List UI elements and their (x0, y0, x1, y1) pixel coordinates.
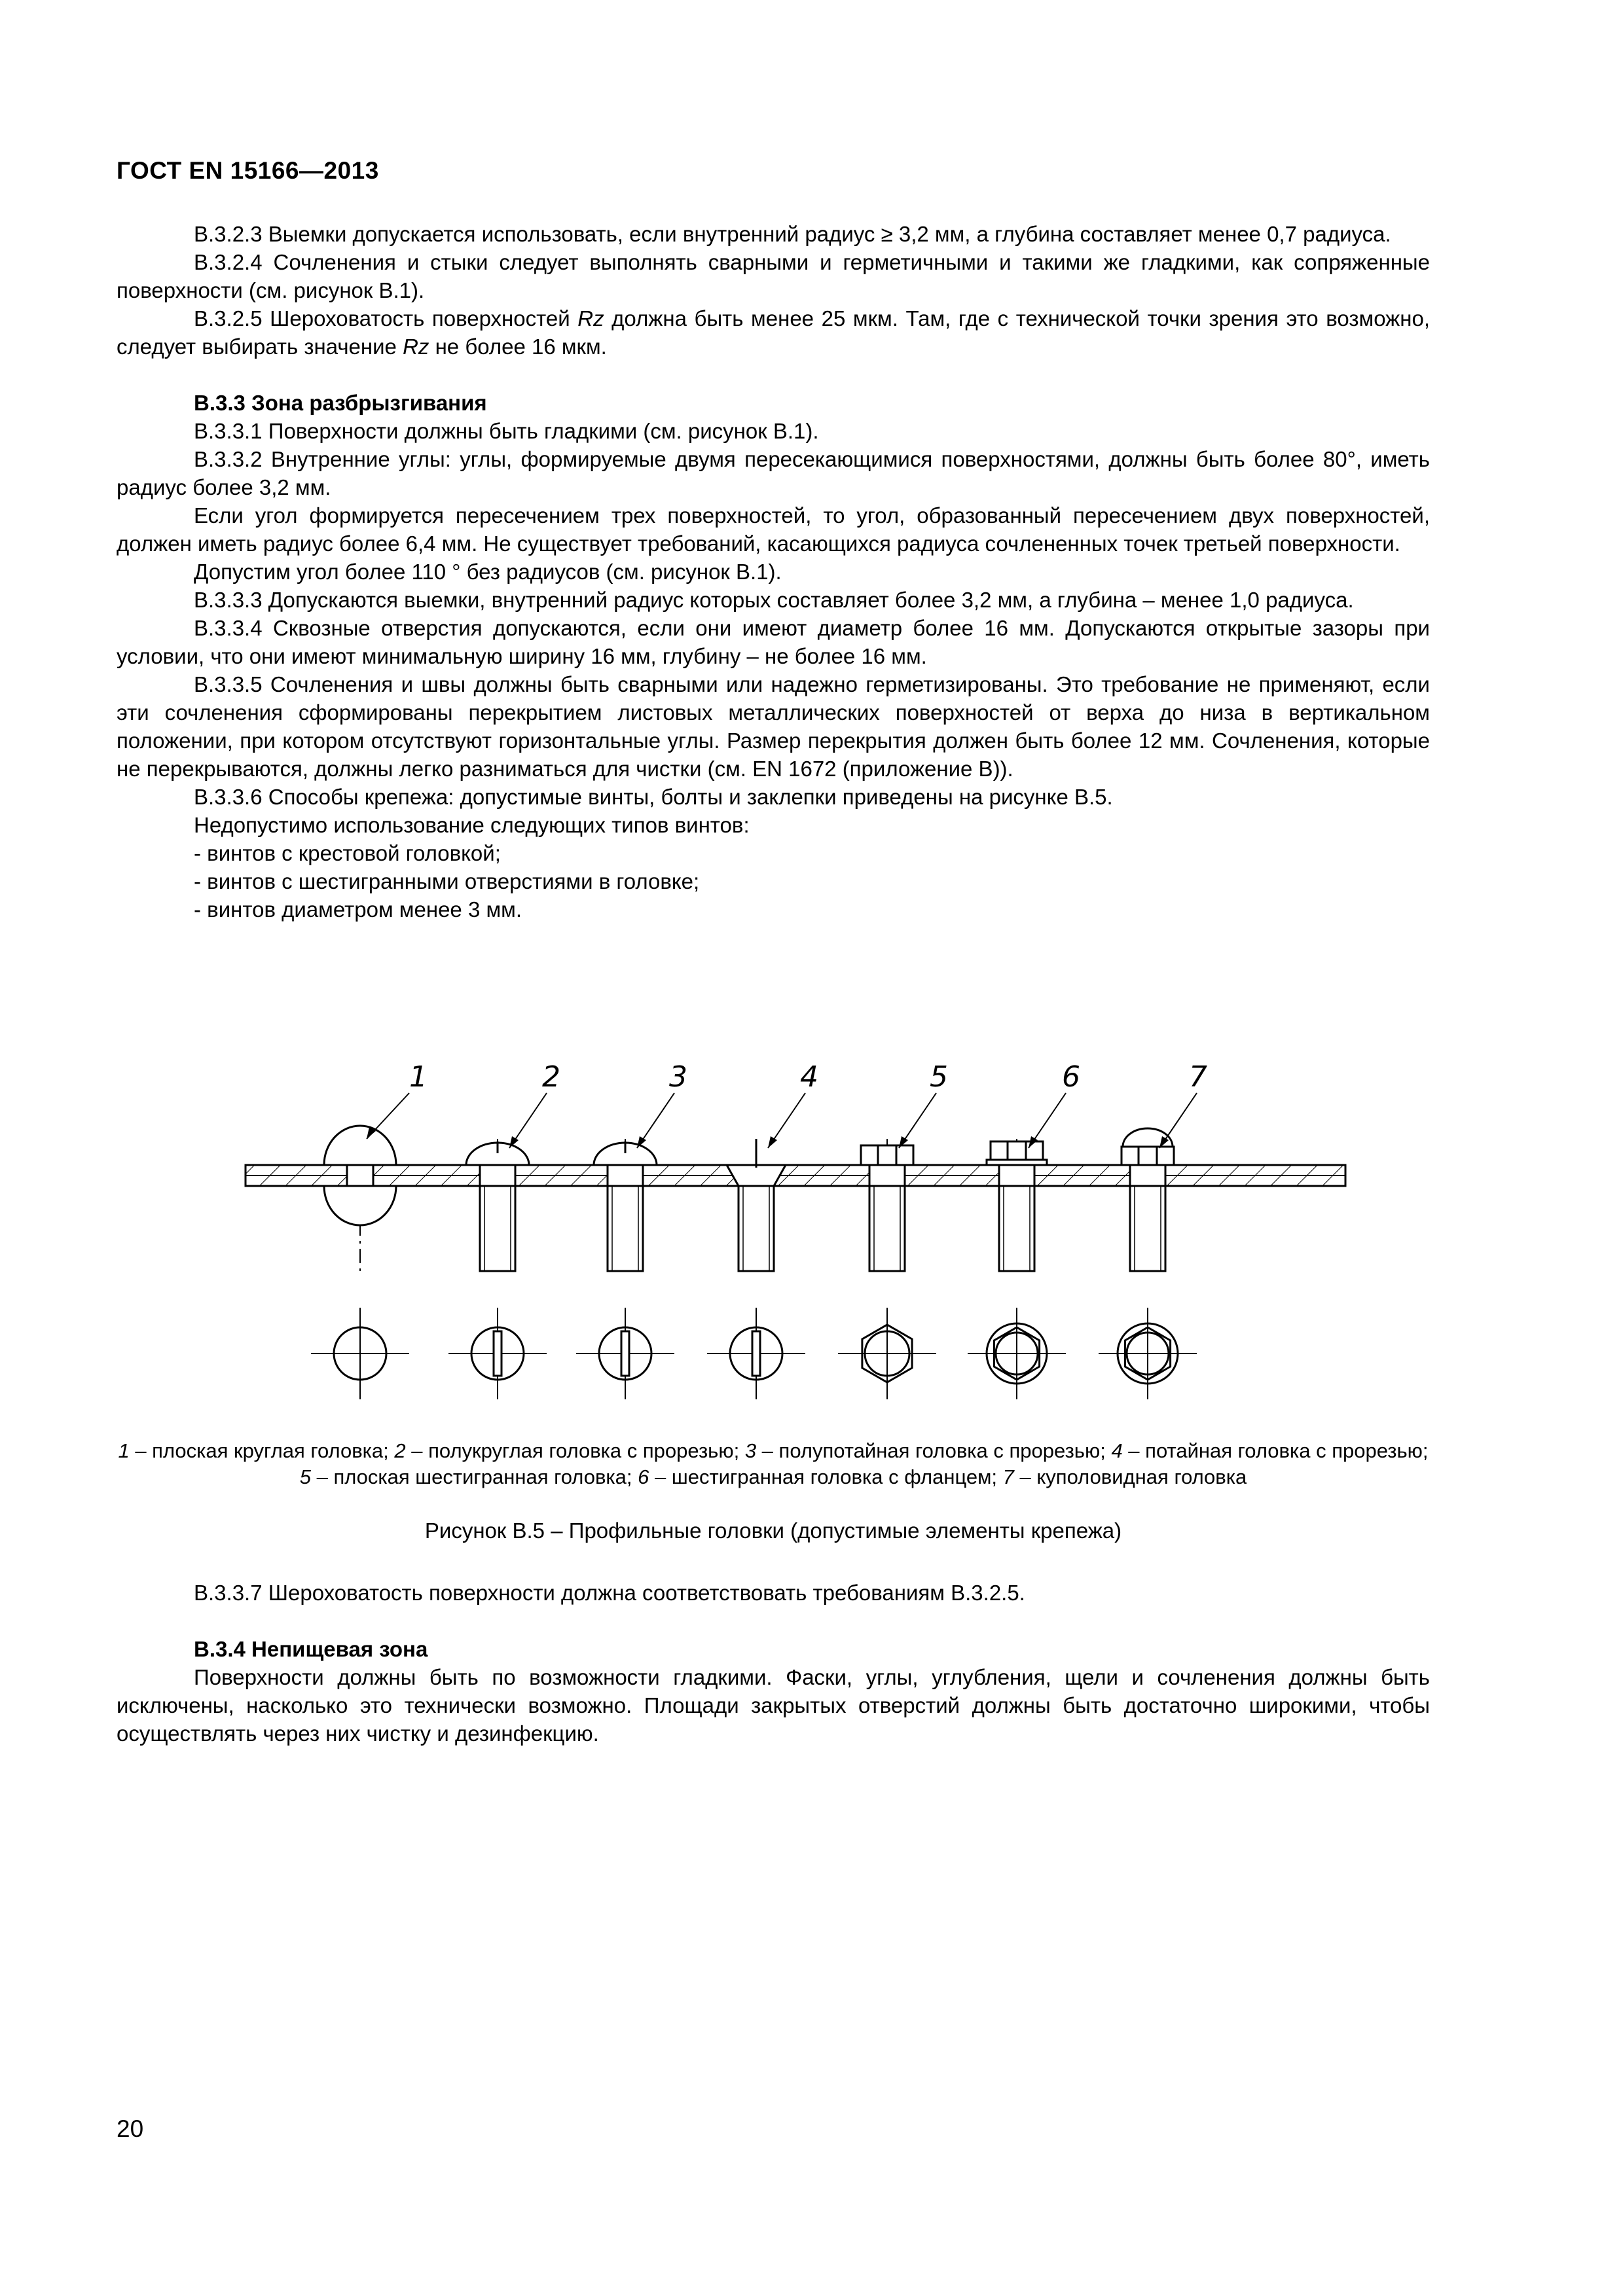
spacer (117, 1607, 1430, 1635)
screw-shank (999, 1186, 1034, 1271)
screw-shank (480, 1186, 515, 1271)
rivet-head-bottom (324, 1186, 396, 1225)
legend-text: – полупотайная головка с прорезью; (756, 1439, 1112, 1462)
screw-shank-in-plate (480, 1165, 515, 1186)
fastener-3 (576, 1093, 674, 1399)
legend-text: – плоская шестигранная головка; (310, 1465, 638, 1488)
paragraph-b333: В.3.3.3 Допускаются выемки, внутренний радиус которых составляет более 3,2 мм, а глубина – менее 1,0 радиуса. (194, 588, 1354, 612)
leader-arrow (768, 1136, 777, 1148)
legend-num: 1 (118, 1439, 130, 1462)
figure-caption: Рисунок В.5 – Профильные головки (допустимые элементы крепежа) (424, 1518, 1122, 1543)
sheet-plate (246, 1165, 1345, 1186)
legend-entry (300, 1465, 638, 1488)
legend-num: 2 (394, 1439, 406, 1462)
fasteners (311, 1093, 1197, 1399)
page-number: 20 (117, 2115, 144, 2142)
callout-labels (409, 1060, 1207, 1094)
rivet-shank (347, 1165, 373, 1186)
paragraph-b332: В.3.3.2 Внутренние углы: углы, формируемые двумя пересекающимися поверхностями, должны быть более 80°, иметь радиус более 3,2 мм. (117, 447, 1430, 499)
fastener-heads-figure (236, 1054, 1362, 1420)
text-span: В.3.2.5 Шероховатость поверхностей (194, 306, 578, 331)
screw-shank (608, 1186, 643, 1271)
callout-5: 5 (930, 1060, 948, 1094)
rz-symbol: Rz (403, 334, 429, 359)
callout-1: 1 (409, 1060, 428, 1094)
fastener-2 (448, 1093, 547, 1399)
screw-shank-in-plate (869, 1165, 905, 1186)
paragraph-b337: В.3.3.7 Шероховатость поверхности должна соответствовать требованиям В.3.2.5. (194, 1581, 1025, 1605)
callout-4: 4 (800, 1060, 818, 1094)
paragraph-b336: В.3.3.6 Способы крепежа: допустимые винты, болты и заклепки приведены на рисунке В.5. (194, 785, 1113, 809)
slot-top (752, 1331, 760, 1376)
screw-shank-in-plate (608, 1165, 643, 1186)
paragraph-three-surfaces: Если угол формируется пересечением трех поверхностей, то угол, образованный пересечением двух поверхностей, должен иметь радиус более 6,4 мм. Не существует требований, касающихся радиуса сочлененных точек третьей поверхности. (117, 503, 1430, 556)
rivet-head-top (324, 1126, 396, 1165)
paragraph-b335: В.3.3.5 Сочленения и швы должны быть сварными или надежно герметизированы. Это требование не применяют, если эти сочленения сформированы перекрытием листовых металлических поверхностей от верха до низа в вертикальном положении, при котором отсутствуют горизонтальные углы. Размер перекрытия должен быть более 12 мм. Сочленения, которые не перекрываются, должны легко разниматься для чистки (см. EN 1672 (приложение В)). (117, 672, 1430, 781)
hex-head (991, 1141, 1043, 1160)
screw-shank-in-plate (999, 1165, 1034, 1186)
legend-entry (394, 1439, 744, 1462)
screw-shank (1130, 1186, 1165, 1271)
fastener-4 (707, 1093, 805, 1399)
legend-entry (1111, 1439, 1428, 1462)
spacer (117, 361, 1430, 389)
paragraph-b34: Поверхности должны быть по возможности гладкими. Фаски, углы, углубления, щели и сочленения должны быть исключены, насколько это технически возможно. Площади закрытых отверстий должны быть достаточно широкими, чтобы осуществлять через них чистку и дезинфекцию. (117, 1665, 1430, 1746)
legend-num: 5 (299, 1465, 311, 1488)
text-span: не более 16 мкм. (429, 334, 607, 359)
legend-entry (638, 1465, 1003, 1488)
legend-text: – потайная головка с прорезью; (1122, 1439, 1429, 1462)
legend-text: – плоская круглая головка; (129, 1439, 395, 1462)
screw-shank (869, 1186, 905, 1271)
text-block-upper (117, 220, 1430, 924)
callout-6: 6 (1062, 1060, 1080, 1094)
rz-symbol: Rz (577, 306, 604, 331)
legend-text: – шестигранная головка с фланцем; (649, 1465, 1003, 1488)
paragraph-b323: В.3.2.3 Выемки допускается использовать, если внутренний радиус ≥ 3,2 мм, а глубина составляет менее 0,7 радиуса. (194, 222, 1391, 246)
legend-entry (118, 1439, 394, 1462)
legend-num: 3 (744, 1439, 757, 1462)
legend-text: – полукруглая головка с прорезью; (405, 1439, 745, 1462)
legend-text: – куполовидная головка (1013, 1465, 1247, 1488)
list-item: - винтов с крестовой головкой; (194, 841, 501, 865)
dome-head (1123, 1128, 1173, 1147)
figure-legend (117, 1438, 1430, 1490)
list-item: - винтов с шестигранными отверстиями в головке; (194, 869, 700, 893)
callout-2: 2 (542, 1060, 560, 1094)
text-block-lower (117, 1579, 1430, 1748)
fastener-6 (968, 1093, 1066, 1399)
fastener-1 (311, 1093, 409, 1399)
document-header: ГОСТ EN 15166—2013 (117, 157, 379, 184)
callout-7: 7 (1189, 1060, 1207, 1094)
legend-num: 6 (638, 1465, 649, 1488)
legend-entry (745, 1439, 1112, 1462)
fastener-7 (1099, 1093, 1197, 1399)
text-span: должна быть менее 25 мкм. Там, где с технической точки зрения это возможно, следует выбирать значение (117, 306, 1430, 359)
section-heading-b33: В.3.3 Зона разбрызгивания (194, 391, 487, 415)
fastener-5 (838, 1093, 936, 1399)
hex-base (1122, 1147, 1174, 1165)
legend-entry (1003, 1465, 1247, 1488)
list-item: - винтов диаметром менее 3 мм. (194, 897, 522, 922)
section-heading-b34: В.3.4 Непищевая зона (194, 1637, 428, 1661)
screw-shank (739, 1186, 774, 1271)
screw-shank-in-plate (1130, 1165, 1165, 1186)
slot-top (621, 1331, 629, 1376)
paragraph-b325 (117, 304, 1430, 361)
legend-num: 4 (1111, 1439, 1123, 1462)
legend-num: 7 (1002, 1465, 1014, 1488)
paragraph-b331: В.3.3.1 Поверхности должны быть гладкими (см. рисунок В.1). (194, 419, 819, 443)
paragraph-b324: В.3.2.4 Сочленения и стыки следует выполнять сварными и герметичными и такими же гладкими, как сопряженные поверхности (см. рисунок В.1). (117, 250, 1430, 302)
paragraph-b334: В.3.3.4 Сквозные отверстия допускаются, если они имеют диаметр более 16 мм. Допускаются открытые зазоры при условии, что они имеют минимальную ширину 16 мм, глубину – не более 16 мм. (117, 616, 1430, 668)
paragraph-forbidden-intro: Недопустимо использование следующих типов винтов: (194, 813, 750, 837)
callout-3: 3 (669, 1060, 687, 1094)
hex-head (861, 1145, 913, 1165)
paragraph-angle-110: Допустим угол более 110 ° без радиусов (см. рисунок В.1). (194, 560, 782, 584)
slot-top (494, 1331, 501, 1376)
